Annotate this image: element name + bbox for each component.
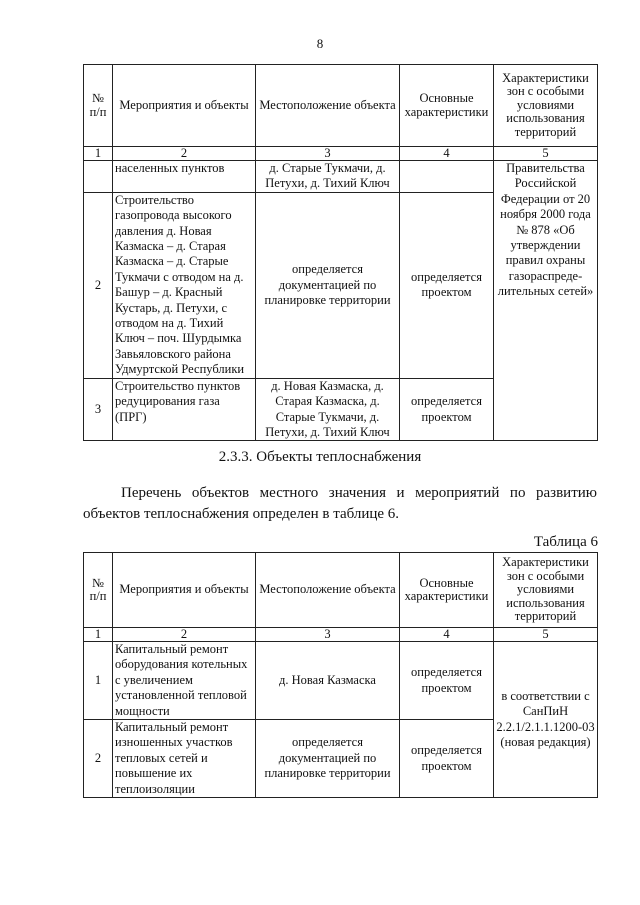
column-number-row [84,147,598,161]
column-number: 1 [84,628,113,642]
column-number: 5 [494,147,598,161]
column-number: 4 [400,147,494,161]
header-cell-objects: Мероприятия и объекты [113,65,256,147]
row-number [84,161,113,193]
row-object-name: населенных пунктов [113,161,256,193]
header-cell-characteristics: Основные характеристики [400,553,494,628]
row-location: д. Старые Тукмачи, д. Петухи, д. Тихий Ключ [256,161,400,193]
table-row [84,642,598,720]
column-number: 2 [113,147,256,161]
row-characteristics: определяется проектом [400,378,494,441]
row-number: 2 [84,720,113,798]
header-cell-objects: Мероприятия и объекты [113,553,256,628]
section-heading: 2.3.3. Объекты теплоснабжения [218,449,422,465]
column-number: 2 [113,628,256,642]
column-number: 4 [400,628,494,642]
row-characteristics [400,161,494,193]
header-cell-number: № п/п [84,553,113,628]
column-number: 5 [494,628,598,642]
row-location: определяется документацией по планировке территории [256,192,400,378]
column-number: 1 [84,147,113,161]
row-location: определяется документацией по планировке территории [256,720,400,798]
gas-objects-table [83,64,598,441]
row-object-name: Строительство пунктов редуцирования газа (ПРГ) [113,378,256,441]
header-cell-zones: Характеристики зон с особыми условиями использования территорий [494,65,598,147]
zone-conditions-note: в соответствии с СанПиН 2.2.1/2.1.1.1200-03 (новая редакция) [494,642,598,798]
row-characteristics: определяется проектом [400,720,494,798]
row-location: д. Новая Казмаска, д. Старая Казмаска, д. Старые Тукмачи, д. Петухи, д. Тихий Ключ [256,378,400,441]
row-object-name: Капитальный ремонт изношенных участков тепловых сетей и повышение их теплоизоляции [113,720,256,798]
header-cell-number: № п/п [84,65,113,147]
row-number: 3 [84,378,113,441]
zone-conditions-note: Правительства Российской Федерации от 20 ноября 2000 года № 878 «Об утверждении правил охраны газораспреде-лительных сетей» [494,161,598,441]
table-caption: Таблица 6 [533,534,598,550]
header-cell-characteristics: Основные характеристики [400,65,494,147]
page-number: 8 [316,36,324,51]
row-characteristics: определяется проектом [400,642,494,720]
header-cell-location: Местоположение объекта [256,553,400,628]
column-number: 3 [256,628,400,642]
row-number: 2 [84,192,113,378]
row-number: 1 [84,642,113,720]
intro-paragraph: Перечень объектов местного значения и мероприятий по развитию объектов теплоснабжения определен в таблице 6. [83,485,597,522]
row-object-name: Капитальный ремонт оборудования котельных с увеличением установленной тепловой мощности [113,642,256,720]
header-cell-zones: Характеристики зон с особыми условиями использования территорий [494,553,598,628]
row-location: д. Новая Казмаска [256,642,400,720]
heat-supply-table [83,552,598,798]
table-header-row [84,553,598,628]
column-number: 3 [256,147,400,161]
header-cell-location: Местоположение объекта [256,65,400,147]
table-row [84,161,598,193]
row-characteristics: определяется проектом [400,192,494,378]
table-header-row [84,65,598,147]
column-number-row [84,628,598,642]
row-object-name: Строительство газопровода высокого давления д. Новая Казмаска – д. Старая Казмаска – д. Старые Тукмачи с отводом на д. Башур – д. Красный Кустарь, д. Петухи, с отводом на д. Тихий Ключ – поч. Шурдымка Завьяловского района Удмуртской Республики [113,192,256,378]
